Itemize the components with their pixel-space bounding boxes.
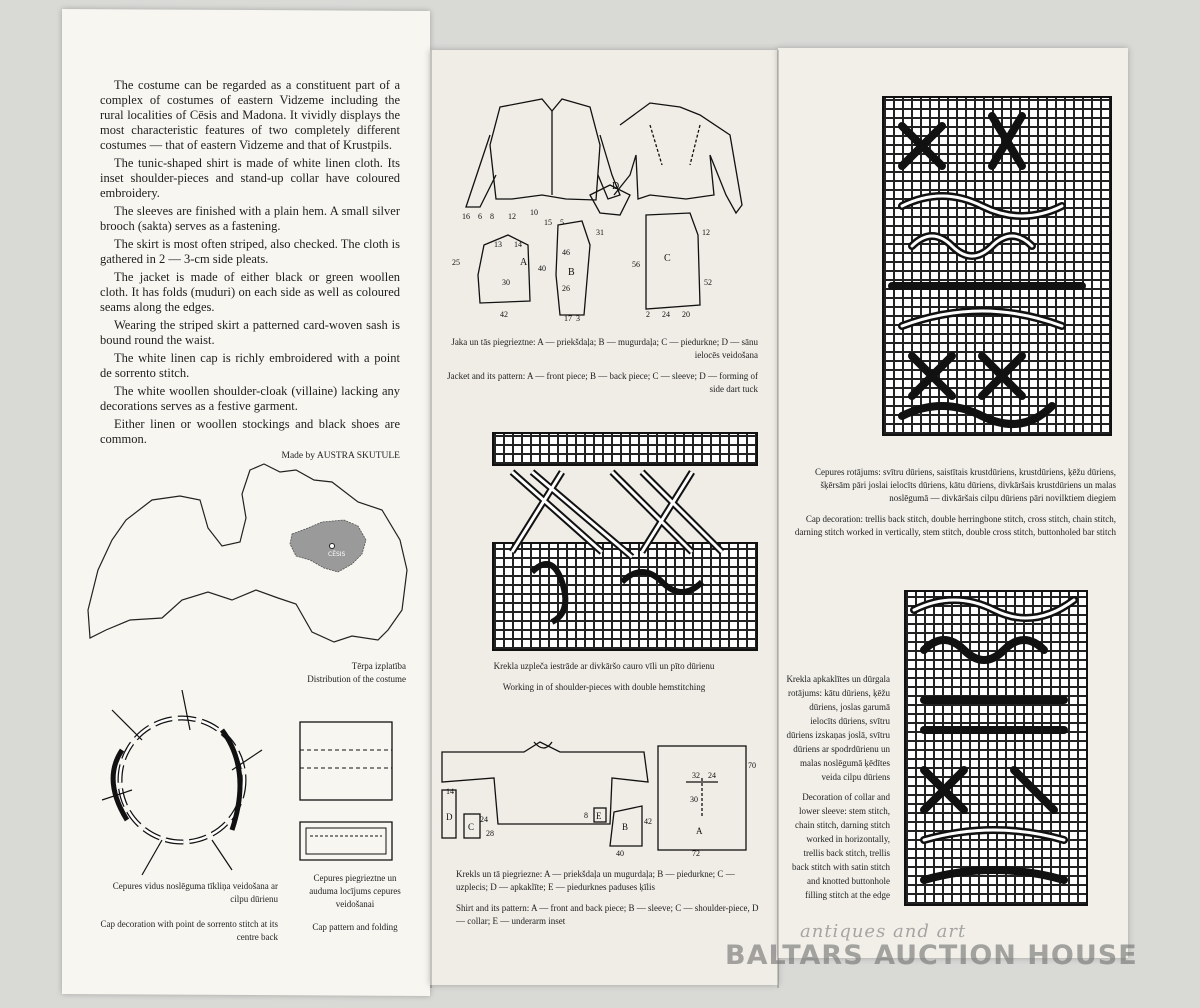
cap-sampler-stitches bbox=[882, 96, 1112, 436]
pattern-number: 17 bbox=[564, 314, 572, 323]
shirt-caption bbox=[456, 868, 768, 928]
pattern-number: 3 bbox=[576, 314, 580, 323]
caption-en: Cap decoration: trellis back stitch, double herringbone stitch, cross stitch, chain stitch, darning stitch worked in vertically, stem stitch, double cross stitch, buttonholed bar stitch bbox=[794, 514, 1116, 537]
cap-ring-drawing bbox=[92, 690, 272, 880]
caption-lv: Krekls un tā piegriezne: A — priekšdaļa un mugurdaļa; B — piedurkne; C — uzplecis; D — apkaklīte; E — piedurknes paduses ķīlis bbox=[456, 869, 735, 892]
pattern-number: 24 bbox=[480, 815, 488, 824]
author-credit: Made by AUSTRA SKUTULE bbox=[281, 451, 400, 461]
paragraph: The tunic-shaped shirt is made of white linen cloth. Its inset shoulder-pieces and stand-up collar have coloured embroidery. bbox=[100, 156, 400, 200]
pattern-number: 42 bbox=[644, 817, 652, 826]
caption-lv: Krekla apkaklītes un dūrgala rotājums: kātu dūriens, ķēžu dūriens, joslas garumā ielocīts dūriens, svītru dūriens izskaņas joslā, svītru dūriens ar spodrdūrienu un malas noslēgumā ķēdītes veida cilpu dūriens bbox=[786, 674, 890, 782]
fold-line bbox=[430, 50, 432, 988]
caption-lv: Krekla uzpleča iestrāde ar divkāršo cauro vīli un pīto dūrienu bbox=[493, 661, 715, 671]
pattern-number: 8 bbox=[584, 811, 588, 820]
pattern-number: 70 bbox=[748, 761, 756, 770]
pattern-number: 28 bbox=[486, 829, 494, 838]
caption-en: Cap pattern and folding bbox=[312, 922, 398, 932]
paragraph: The jacket is made of either black or green woollen cloth. It has folds (muduri) on each side as well as coloured seams along the edges. bbox=[100, 270, 400, 314]
map-city-label: CĒSIS bbox=[328, 551, 346, 558]
watermark-brand: BALTARS AUCTION HOUSE bbox=[725, 940, 1138, 971]
cap-decoration-caption bbox=[790, 466, 1116, 539]
caption-en: Distribution of the costume bbox=[307, 674, 406, 684]
paragraph: Wearing the striped skirt a patterned card-woven sash is bound round the waist. bbox=[100, 318, 400, 347]
hemstitch-threads bbox=[492, 432, 756, 650]
caption-en: Working in of shoulder-pieces with double hemstitching bbox=[502, 682, 706, 692]
cap-ring-caption bbox=[98, 880, 278, 944]
paragraph: The white linen cap is richly embroidered with a point de sorrento stitch. bbox=[100, 351, 400, 380]
pattern-number: 12 bbox=[702, 228, 710, 237]
paragraph: The white woollen shoulder-cloak (villaine) lacking any decorations serves as a festive garment. bbox=[100, 384, 400, 413]
map-caption bbox=[230, 660, 406, 686]
cap-pattern-drawing bbox=[296, 718, 396, 868]
collar-sampler-stitches bbox=[904, 590, 1088, 906]
collar-caption bbox=[786, 672, 890, 902]
pattern-number: 72 bbox=[692, 849, 700, 858]
piece-label: D bbox=[612, 181, 620, 192]
pattern-number: 6 bbox=[478, 212, 482, 221]
pattern-number: 31 bbox=[596, 228, 604, 237]
caption-en: Shirt and its pattern: A — front and back piece; B — sleeve; C — shoulder-piece, D — collar; E — underarm inset bbox=[456, 903, 759, 926]
pattern-number: 46 bbox=[562, 248, 570, 257]
pattern-number: 40 bbox=[616, 849, 624, 858]
jacket-caption bbox=[440, 336, 758, 396]
piece-label: D bbox=[446, 812, 453, 822]
piece-label: B bbox=[568, 267, 575, 278]
costume-description bbox=[100, 78, 400, 450]
caption-en: Jacket and its pattern: A — front piece; B — back piece; C — sleeve; D — forming of side dart tuck bbox=[447, 371, 758, 394]
pattern-number: 14 bbox=[446, 787, 454, 796]
paragraph: Either linen or woollen stockings and black shoes are common. bbox=[100, 417, 400, 446]
pattern-number: 24 bbox=[708, 771, 716, 780]
piece-label: A bbox=[520, 257, 528, 268]
pattern-number: 30 bbox=[690, 795, 698, 804]
fold-line bbox=[777, 50, 779, 988]
pattern-number: 25 bbox=[452, 258, 460, 267]
caption-lv: Cepures rotājums: svītru dūriens, saistītais krustdūriens, krustdūriens, ķēžu dūriens, šķērsām pāri joslai ielocīts dūriens, kātu dūriens, divkāršais krustdūriens un malas noslēgumā — divkāršais cilpu dūriens pāri novilktiem diegiem bbox=[815, 467, 1116, 503]
pattern-number: 13 bbox=[494, 240, 502, 249]
pattern-number: 2 bbox=[646, 310, 650, 319]
pattern-number: 16 bbox=[462, 212, 470, 221]
piece-label: A bbox=[696, 826, 703, 836]
caption-lv: Cepures piegrieztne un auduma locījums cepures veidošanai bbox=[309, 873, 401, 909]
paragraph: The skirt is most often striped, also checked. The cloth is gathered in 2 — 3-cm side pleats. bbox=[100, 237, 400, 266]
watermark-tagline: antiques and art bbox=[800, 921, 967, 942]
pattern-number: 8 bbox=[490, 212, 494, 221]
paragraph: The sleeves are finished with a plain hem. A small silver brooch (sakta) serves as a fastening. bbox=[100, 204, 400, 233]
pattern-number: 15 bbox=[544, 218, 552, 227]
piece-label: C bbox=[468, 822, 475, 832]
pattern-number: 32 bbox=[692, 771, 700, 780]
pattern-number: 42 bbox=[500, 310, 508, 319]
pattern-number: 14 bbox=[514, 240, 522, 249]
pattern-number: 5 bbox=[560, 218, 564, 227]
pattern-number: 40 bbox=[538, 264, 546, 273]
jacket-drawing bbox=[450, 95, 760, 325]
caption-lv: Tērpa izplatība bbox=[351, 661, 406, 671]
piece-label: B bbox=[622, 822, 629, 832]
caption-en: Decoration of collar and lower sleeve: stem stitch, chain stitch, darning stitch worked in horizontally, trellis back stitch, trellis back stitch with satin stitch and knotted buttonhole filling stitch at the edge bbox=[792, 792, 890, 900]
pattern-number: 56 bbox=[632, 260, 640, 269]
pattern-number: 30 bbox=[502, 278, 510, 287]
caption-en: Cap decoration with point de sorrento stitch at its centre back bbox=[100, 919, 278, 942]
piece-label: C bbox=[664, 253, 671, 264]
paragraph: The costume can be regarded as a constituent part of a complex of costumes of eastern Vidzeme including the rural localities of Cēsis and Madona. It vividly displays the most characteristic features of two completely different costumes — that of eastern Vidzeme and that of Krustpils. bbox=[100, 78, 400, 152]
latvia-map bbox=[82, 460, 412, 660]
pattern-number: 26 bbox=[562, 284, 570, 293]
pattern-number: 12 bbox=[508, 212, 516, 221]
cap-pattern-caption bbox=[300, 872, 410, 934]
pattern-number: 10 bbox=[530, 208, 538, 217]
pattern-number: 20 bbox=[682, 310, 690, 319]
shoulder-caption bbox=[440, 660, 768, 694]
caption-lv: Jaka un tās piegrieztne: A — priekšdaļa; B — mugurdaļa; C — piedurkne; D — sānu ielocēs veidošana bbox=[451, 337, 758, 360]
shirt-pattern-drawing bbox=[434, 738, 764, 860]
pattern-number: 52 bbox=[704, 278, 712, 287]
piece-label: E bbox=[596, 811, 602, 821]
caption-lv: Cepures vidus noslēguma tīkliņa veidošana ar cilpu dūrienu bbox=[112, 881, 278, 904]
pattern-number: 24 bbox=[662, 310, 670, 319]
